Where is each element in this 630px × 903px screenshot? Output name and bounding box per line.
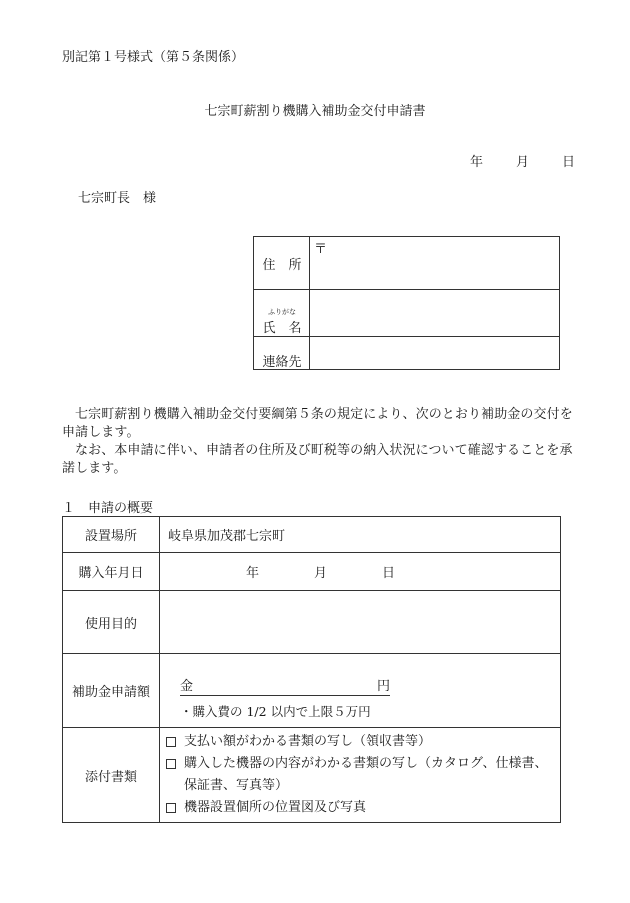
date-day-label: 日 [561, 155, 575, 170]
table-row [63, 654, 561, 728]
location-value: 岐阜県加茂郡七宗町 [160, 517, 561, 553]
table-row [63, 728, 561, 823]
date-month-label: 月 [515, 155, 529, 170]
amount-label: 補助金申請額 [63, 654, 160, 728]
purpose-value [160, 591, 561, 654]
postal-mark: 〒 [314, 242, 328, 257]
attachments-label: 添付書類 [63, 728, 160, 823]
contact-label: 連絡先 [262, 355, 302, 370]
section-heading: １ 申請の概要 [62, 501, 154, 516]
date-year-label: 年 [470, 155, 484, 170]
date-line [470, 151, 575, 170]
consent-paragraph: なお、本申請に伴い、申請者の住所及び町税等の納入状況について確認することを承諾します。 [62, 443, 573, 476]
addressee: 七宗町長 様 [78, 191, 157, 206]
divider [254, 289, 559, 290]
amount-prefix: 金 [180, 679, 194, 694]
table-row [63, 517, 561, 553]
document-title: 七宗町薪割り機購入補助金交付申請書 [204, 104, 426, 119]
amount-note: ・購入費の 1/2 以内で上限５万円 [180, 704, 371, 719]
purchase-date-value [160, 553, 561, 591]
amount-suffix: 円 [376, 679, 390, 694]
address-label: 住 所 [262, 258, 302, 273]
amount-line [180, 675, 390, 696]
table-row [63, 553, 561, 591]
attachment-item [166, 731, 550, 753]
summary-table [62, 516, 561, 823]
attachment-text: 支払い額がわかる書類の写し（領収書等） [184, 734, 432, 749]
amount-value [160, 654, 561, 728]
checkbox[interactable] [166, 803, 176, 813]
purchase-date-label: 購入年月日 [63, 553, 160, 591]
purchase-month-label: 月 [314, 566, 328, 581]
divider [254, 336, 559, 337]
attachments-value [160, 728, 561, 823]
applicant-box [253, 236, 560, 370]
form-number: 別記第１号様式（第５条関係） [62, 50, 245, 65]
furigana-label: ふりがな [268, 308, 296, 316]
attachment-item [166, 797, 550, 819]
attachment-item [166, 753, 550, 797]
location-label: 設置場所 [63, 517, 160, 553]
purchase-year-label: 年 [246, 566, 260, 581]
attachment-text: 購入した機器の内容がわかる書類の写し（カタログ、仕様書、保証書、写真等） [184, 756, 548, 793]
checkbox[interactable] [166, 759, 176, 769]
attachment-text: 機器設置個所の位置図及び写真 [184, 800, 367, 815]
table-row [63, 591, 561, 654]
application-paragraph: 七宗町薪割り機購入補助金交付要綱第５条の規定により、次のとおり補助金の交付を申請します。 [62, 407, 573, 440]
purchase-day-label: 日 [382, 566, 396, 581]
purpose-label: 使用目的 [63, 591, 160, 654]
name-label: 氏 名 [262, 321, 302, 336]
checkbox[interactable] [166, 737, 176, 747]
